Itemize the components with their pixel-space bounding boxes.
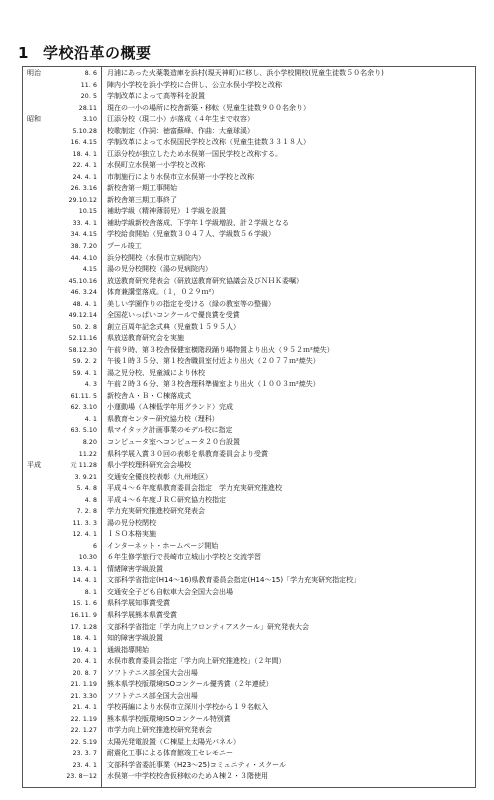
- event-cell: 江添分校が独立したため水俣第一国民学校と改称する。: [107, 149, 282, 158]
- table-row: [23, 472, 475, 484]
- event-cell: 耐震化工事による体育館竣工セレモニー: [107, 749, 233, 758]
- date-cell: 10.15: [78, 208, 97, 216]
- date-cell: 23. 8～12: [66, 773, 97, 781]
- table-row: [23, 702, 475, 714]
- date-cell: 23. 3. 7: [72, 750, 97, 758]
- table-row: [23, 91, 475, 103]
- date-cell: 22. 4. 1: [72, 162, 97, 170]
- event-cell: 交通安全子ども自転車大会全国大会出場: [107, 587, 233, 596]
- table-row: [23, 322, 475, 334]
- table-row: [23, 206, 475, 218]
- table-row: [23, 518, 475, 530]
- date-cell: 12. 4. 1: [72, 531, 97, 539]
- event-cell: 午後１時３５分、第１校舎職員室付近より出火（２０７７ｍ²焼失）: [107, 357, 320, 366]
- table-row: [23, 345, 475, 357]
- event-cell: 補助学級新校舎落成、下学年１学級増設、計２学級となる: [107, 218, 289, 227]
- date-cell: 10.30: [78, 554, 97, 562]
- date-cell: 62. 3.10: [70, 404, 97, 412]
- table-row: [23, 68, 475, 80]
- date-cell: 11. 3. 3: [72, 519, 97, 527]
- table-row: [23, 241, 475, 253]
- event-cell: 学制改革によって水俣国民学校と改称（児童生徒数３３１８人）: [107, 138, 310, 147]
- date-cell: 52.11.16: [68, 335, 97, 343]
- event-cell: 交通安全優良校表彰（九州地区）: [107, 472, 212, 481]
- event-cell: 湯の児分校開校（湯の児病院内）: [107, 265, 212, 274]
- table-row: [23, 299, 475, 311]
- event-cell: 浜分校開校（水俣市立病院内）: [107, 253, 205, 262]
- date-cell: 28.11: [78, 104, 97, 112]
- table-row: [23, 506, 475, 518]
- event-cell: 県放送教育研究会を実施: [107, 334, 184, 343]
- event-cell: 市学力向上研究推進校研究発表会: [107, 726, 212, 735]
- date-cell: 18. 4. 1: [72, 635, 97, 643]
- table-row: [23, 483, 475, 495]
- date-cell: 38. 7.20: [70, 242, 97, 250]
- date-cell: 8. 6: [84, 70, 97, 77]
- date-cell: 4.15: [82, 266, 97, 274]
- table-row: [23, 253, 475, 265]
- event-cell: 熊本県学校版環境ISOコンクール優秀賞（２年連続）: [107, 680, 273, 689]
- event-cell: 校歌制定（作詞：徳富蘇峰、作曲：大童球溪）: [107, 126, 254, 135]
- table-row: [23, 529, 475, 541]
- table-row: [23, 356, 475, 368]
- date-cell: 4. 3: [84, 381, 97, 389]
- date-cell: 22. 1.27: [70, 727, 97, 735]
- date-cell: 14. 4. 1: [72, 577, 97, 585]
- event-cell: 県マイタック計画事業のモデル校に指定: [107, 426, 233, 435]
- event-cell: 新校舎第三期工事終了: [107, 195, 177, 204]
- date-cell: 6: [92, 542, 97, 550]
- date-cell: 21. 3.30: [70, 692, 97, 700]
- event-cell: 小運動場（Ａ棟低学年用グランド）完成: [107, 403, 233, 412]
- date-cell: 59. 4. 1: [72, 369, 97, 377]
- event-cell: 県教育センター研究協力校（理科）: [107, 414, 219, 423]
- event-cell: 学制改革によって高等科を設置: [107, 92, 205, 101]
- table-row: [23, 656, 475, 668]
- table-row: [23, 310, 475, 322]
- event-cell: 湯の児分校閉校: [107, 518, 156, 527]
- date-cell: 元 11.28: [70, 462, 97, 470]
- table-row: [23, 229, 475, 241]
- table-row: [23, 276, 475, 288]
- event-cell: 全国花いっぱいコンクールで優良賞を受賞: [107, 311, 240, 320]
- table-row: [23, 437, 475, 449]
- era-cell: 明治: [27, 69, 41, 77]
- event-cell: ６年生修学旅行で長崎市立城山小学校と交流学習: [107, 553, 261, 562]
- table-row: [23, 287, 475, 299]
- table-row: [23, 679, 475, 691]
- date-cell: 22. 1.19: [70, 715, 97, 723]
- table-row: [23, 264, 475, 276]
- date-cell: 20. 8. 7: [72, 669, 97, 677]
- event-cell: 月浦にあった火薬製造庫を浜村(現天神町)に移し、浜小学校開校(児童生徒数５０名余り): [107, 69, 384, 77]
- event-cell: 県科学展入賞３０回の表彰を県教育委員会より受賞: [107, 449, 268, 458]
- table-row: [23, 737, 475, 749]
- event-cell: ＩＳＯ本格実施: [107, 530, 156, 539]
- date-cell: 3.10: [82, 116, 97, 124]
- table-row: [23, 598, 475, 610]
- table-row: [23, 379, 475, 391]
- table-row: [23, 425, 475, 437]
- event-cell: 陣内小学校を浜小学校に合併し、公立水俣小学校と改称: [107, 80, 282, 89]
- event-cell: 放送教育研究発表会（研放送教育研究協議会及びＮＨＫ委嘱）: [107, 276, 303, 285]
- event-cell: 現在の一小の場所に校舎新築・移転（児童生徒数９００名余り）: [107, 103, 310, 112]
- table-row: [23, 114, 475, 126]
- date-cell: 33. 4. 1: [72, 219, 97, 227]
- event-cell: 補助学級（精神薄弱児）１学級を設置: [107, 207, 226, 216]
- table-row: [23, 391, 475, 403]
- date-cell: 15. 1. 6: [72, 600, 97, 608]
- table-row: [23, 195, 475, 207]
- table-row: [23, 414, 475, 426]
- table-row: [23, 218, 475, 230]
- table-row: [23, 760, 475, 772]
- date-cell: 24. 4. 1: [72, 173, 97, 181]
- table-row: [23, 137, 475, 149]
- date-cell: 45.10.16: [68, 277, 97, 285]
- table-row: [23, 714, 475, 726]
- date-cell: 26. 3.16: [70, 185, 97, 193]
- table-row: [23, 633, 475, 645]
- date-cell: 49.12.14: [68, 312, 97, 320]
- event-cell: 文部科学省指定「学力向上フロンティアスクール」研究発表大会: [107, 622, 310, 631]
- date-cell: 5. 4. 8: [76, 485, 97, 493]
- event-cell: 創立百周年記念式典（児童数１５９５人）: [107, 322, 240, 331]
- history-table: [22, 66, 476, 788]
- table-row: [23, 103, 475, 115]
- date-cell: 17. 1.28: [70, 623, 97, 631]
- event-cell: 午前２時３６分、第３校舎理科準備室より出火（１００３ｍ²焼失）: [107, 380, 320, 389]
- era-cell: 平成: [27, 461, 41, 470]
- event-cell: 県科学展知事賞受賞: [107, 599, 170, 608]
- table-row: [23, 564, 475, 576]
- event-cell: 文部科学省指定(H14～16)県教育委員会指定(H14～15)「学力充実研究指定校」: [107, 576, 361, 585]
- date-cell: 29.10.12: [68, 196, 97, 204]
- event-cell: 美しい学園作りの指定を受ける（緑の教室等の整備）: [107, 299, 275, 308]
- date-cell: 5.10.28: [72, 127, 97, 135]
- event-cell: 平成４～６年度ＪＲＣ研究協力校指定: [107, 495, 226, 504]
- event-cell: 知的障害学級設置: [107, 634, 163, 643]
- event-cell: 文部科学省委託事業（H23～25)コミュニティ・スクール: [107, 760, 286, 769]
- event-cell: ソフトテニス部全国大会出場: [107, 691, 198, 700]
- date-cell: 8.20: [82, 439, 97, 446]
- date-cell: 63. 5.10: [70, 427, 97, 435]
- event-cell: 水俣第一中学校校舎仮移転のためＡ棟２・３階使用: [107, 772, 268, 781]
- date-cell: 20. 5: [80, 93, 97, 101]
- date-cell: 16.11. 9: [70, 611, 97, 619]
- date-cell: 50. 2. 8: [72, 323, 97, 331]
- table-row: [23, 160, 475, 172]
- date-cell: 4. 8: [84, 496, 97, 504]
- section-heading: [18, 42, 151, 63]
- era-cell: 昭和: [27, 115, 41, 124]
- event-cell: インターネット・ホームページ開始: [107, 541, 219, 550]
- event-cell: 体育兼講堂落成。（１，０２９ｍ²）: [107, 288, 219, 297]
- event-cell: プール竣工: [107, 241, 142, 250]
- event-cell: 新校舎Ａ・Ｂ・Ｃ棟落成式: [107, 391, 191, 400]
- table-row: [23, 183, 475, 195]
- event-cell: 学校給食開始（児童数３０４７人、学級数５６学級）: [107, 230, 275, 239]
- event-cell: 学校再編により水俣市立深川小学校から１９名転入: [107, 703, 268, 712]
- event-cell: 平成４～６年度県教育委員会指定 学力充実研究推進校: [107, 484, 282, 493]
- event-cell: 学力充実研究推進校研究発表会: [107, 507, 205, 516]
- date-cell: 58.12.30: [68, 346, 97, 354]
- table-row: [23, 587, 475, 599]
- table-row: [23, 771, 475, 783]
- table-row: [23, 449, 475, 461]
- event-cell: 熊本県学校版環境ISOコンクール特別賞: [107, 714, 231, 723]
- event-cell: 水俣町立水俣第一小学校と改称: [107, 161, 205, 170]
- table-row: [23, 575, 475, 587]
- table-row: [23, 748, 475, 760]
- date-cell: 46. 3.24: [70, 289, 97, 297]
- table-row: [23, 541, 475, 553]
- table-row: [23, 80, 475, 92]
- date-cell: 44. 4.10: [70, 254, 97, 262]
- event-cell: 県科学展熊本県賞受賞: [107, 610, 177, 619]
- event-cell: 情緒障害学級設置: [107, 564, 163, 573]
- event-cell: 午前９時、第３校舎保健室横階段踊り場物置より出火（９５２ｍ²焼失）: [107, 345, 334, 354]
- table-row: [23, 333, 475, 345]
- date-cell: 4. 1: [84, 415, 97, 423]
- history-rows: [23, 68, 475, 783]
- table-row: [23, 368, 475, 380]
- event-cell: 江添分校（現二小）が落成（４年生まで収容）: [107, 115, 254, 124]
- event-cell: ソフトテニス部全国大会出場: [107, 668, 198, 677]
- date-cell: 59. 2. 2: [72, 358, 97, 366]
- table-row: [23, 149, 475, 161]
- date-cell: 21. 4. 1: [72, 704, 97, 712]
- date-cell: 61.11. 5: [70, 392, 97, 400]
- event-cell: 太陽光発電設置（Ｃ棟屋上太陽光パネル）: [107, 737, 240, 746]
- table-row: [23, 126, 475, 138]
- date-cell: 21. 1.19: [70, 681, 97, 689]
- table-row: [23, 172, 475, 184]
- date-cell: 19. 4. 1: [72, 646, 97, 654]
- event-cell: コンピュータ室へコンピュータ２０台設置: [107, 438, 240, 446]
- table-row: [23, 460, 475, 472]
- event-cell: 通級指導開始: [107, 645, 149, 654]
- table-row: [23, 495, 475, 507]
- date-cell: 20. 4. 1: [72, 658, 97, 666]
- date-cell: 8. 1: [84, 588, 97, 596]
- table-row: [23, 691, 475, 703]
- table-row: [23, 552, 475, 564]
- table-row: [23, 622, 475, 634]
- table-row: [23, 645, 475, 657]
- date-cell: 23. 4. 1: [72, 761, 97, 769]
- date-cell: 13. 4. 1: [72, 565, 97, 573]
- table-row: [23, 610, 475, 622]
- event-cell: 県小学校理科研究会会場校: [107, 461, 191, 470]
- date-cell: 3. 9.21: [74, 473, 97, 481]
- date-cell: 18. 4. 1: [72, 150, 97, 158]
- date-cell: 7. 2. 8: [76, 508, 97, 516]
- table-row: [23, 725, 475, 737]
- date-cell: 11. 6: [80, 81, 97, 89]
- event-cell: 水俣市教育委員会指定「学力向上研究推進校」（２年間）: [107, 657, 286, 666]
- event-cell: 湯之児分校、児童減により休校: [107, 368, 205, 377]
- date-cell: 34. 4.15: [70, 231, 97, 239]
- date-cell: 48. 4. 1: [72, 300, 97, 308]
- date-cell: 16. 4.15: [70, 139, 97, 147]
- table-row: [23, 668, 475, 680]
- section-title: 学校沿革の概要: [42, 44, 152, 62]
- event-cell: 新校舎第一期工事開始: [107, 184, 177, 193]
- event-cell: 市制施行により水俣市立水俣第一小学校と改称: [107, 172, 254, 181]
- date-cell: 11.22: [78, 450, 97, 458]
- table-row: [23, 402, 475, 414]
- section-number: 1: [18, 44, 29, 62]
- date-cell: 22. 5.19: [70, 738, 97, 746]
